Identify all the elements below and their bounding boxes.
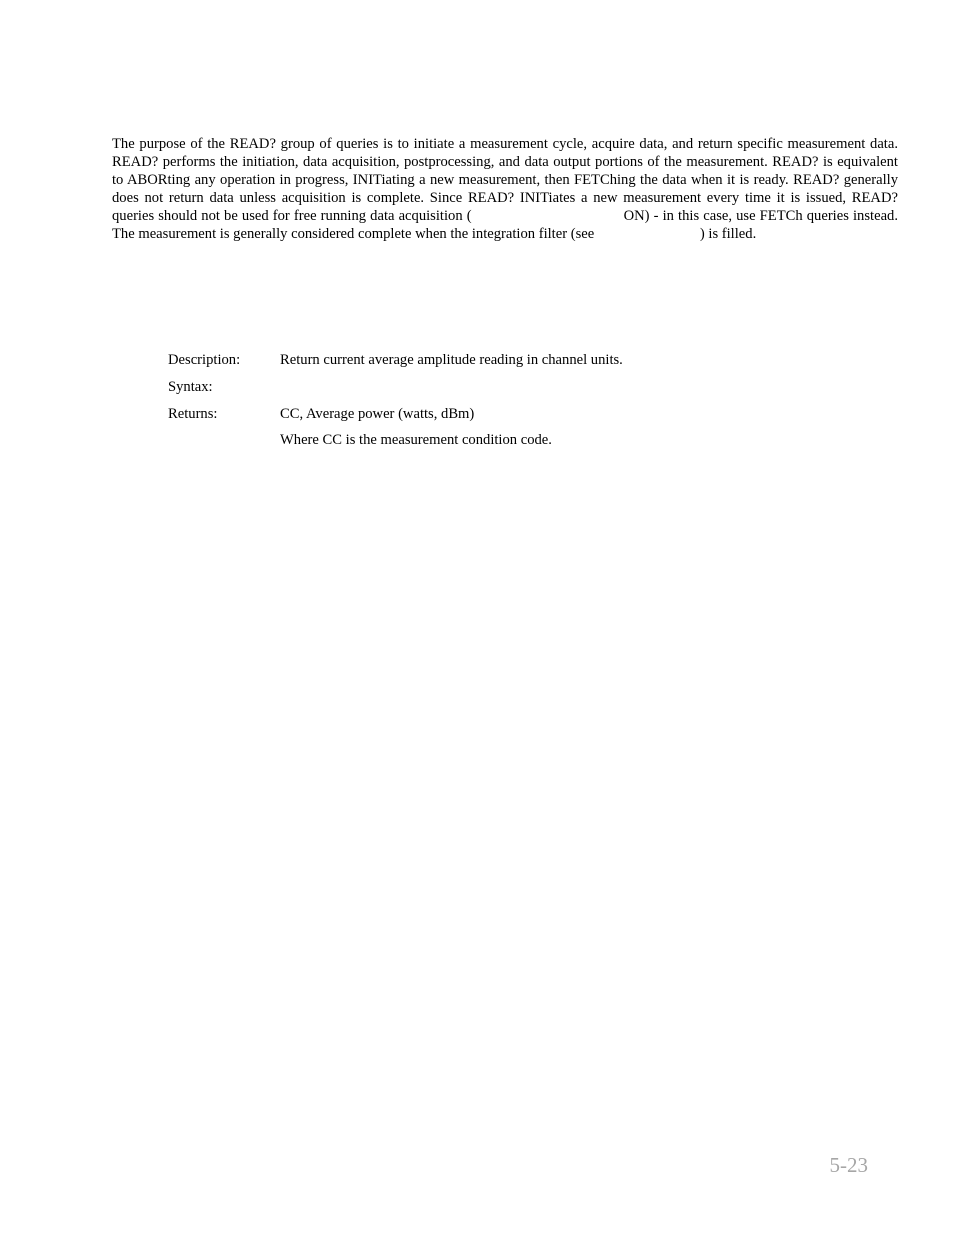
intro-text-part-2: ON) - in this case, use FETCh queries instead. The measurement is generally considered complete when the integration filter (see <box>112 207 898 242</box>
intro-text-part-1: The purpose of the READ? group of queries is to initiate a measurement cycle, acquire data, and return specific measurement data. READ? performs the initiation, data acquisition, postprocessing, and data output portions of the measurement. READ? is equivalent to ABORting any operation in progress, INITiating a new measurement, then FETChing the data when it is ready. READ? generally does not return data unless acquisition is complete. Since READ? INITiates a new measurement every time it is issued, READ? queries should not be used for free running data acquisition ( <box>112 136 898 224</box>
returns-note: Where CC is the measurement condition code. <box>280 432 552 448</box>
syntax-label: Syntax: <box>168 379 213 395</box>
page-number: 5-23 <box>829 1153 868 1177</box>
description-value: Return current average amplitude reading in channel units. <box>280 352 623 368</box>
returns-label: Returns: <box>168 406 218 422</box>
returns-value: CC, Average power (watts, dBm) <box>280 406 475 422</box>
description-label: Description: <box>168 352 241 368</box>
intro-text-part-3: ) is filled. <box>699 225 757 242</box>
intro-paragraph <box>112 136 898 243</box>
